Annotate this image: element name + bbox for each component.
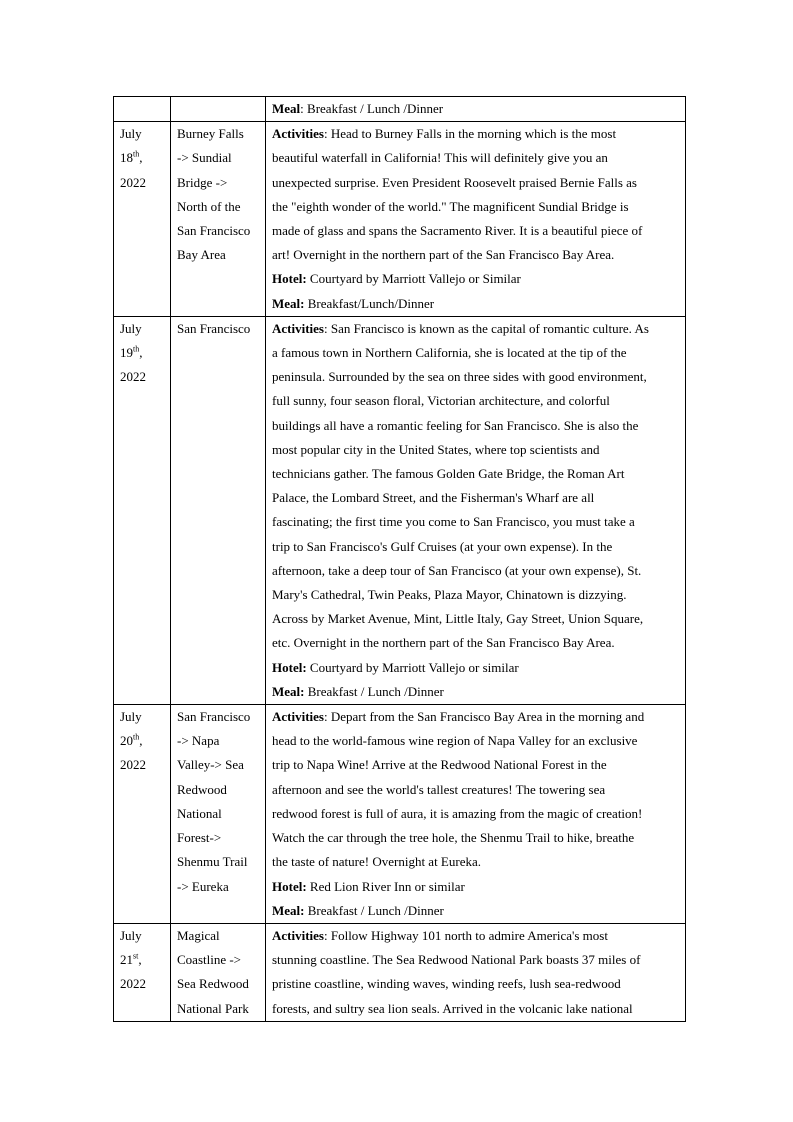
date-suffix: th xyxy=(133,344,140,354)
meal-label: Meal: xyxy=(272,295,305,311)
date-suffix: th xyxy=(133,150,140,160)
meal-label: Meal xyxy=(272,101,301,116)
details-cell xyxy=(266,923,686,1021)
route-line: San Francisco xyxy=(177,709,251,725)
date-comma: , xyxy=(139,345,143,361)
route-line: San Francisco xyxy=(177,320,251,336)
meal-separator: : xyxy=(300,101,308,116)
date-month: July xyxy=(120,709,142,725)
date-month: July xyxy=(120,320,142,336)
hotel-text: Red Lion River Inn or similar xyxy=(306,878,465,894)
activities-line: full sunny, four season floral, Victorian architecture, and colorful xyxy=(272,393,610,409)
activities-line: redwood forest is full of aura, it is amazing from the magic of creation! xyxy=(272,805,643,821)
activities-line: etc. Overnight in the northern part of the San Francisco Bay Area. xyxy=(272,635,615,651)
date-comma: , xyxy=(139,733,143,749)
route-line: North of the xyxy=(177,198,241,214)
activities-line: : San Francisco is known as the capital of romantic culture. As xyxy=(323,320,649,336)
activities-line: : Depart from the San Francisco Bay Area in the morning and xyxy=(323,709,645,725)
date-cell xyxy=(114,316,171,704)
activities-line: the taste of nature! Overnight at Eureka. xyxy=(272,854,481,870)
activities-label: Activities xyxy=(272,126,324,142)
details-cell xyxy=(266,97,686,122)
date-cell xyxy=(114,122,171,317)
activities-line: technicians gather. The famous Golden Gate Bridge, the Roman Art xyxy=(272,466,625,482)
route-line: San Francisco xyxy=(177,223,251,239)
activities-label: Activities xyxy=(272,320,324,336)
date-month: July xyxy=(120,126,142,142)
route-cell xyxy=(171,97,266,122)
date-comma: , xyxy=(138,952,142,968)
meal-label: Meal: xyxy=(272,902,305,918)
date-year: 2022 xyxy=(120,757,146,773)
details-cell xyxy=(266,705,686,924)
activities-line: beautiful waterfall in California! This will definitely give you an xyxy=(272,150,608,166)
date-day: 18 xyxy=(120,150,133,166)
activities-line: afternoon, take a deep tour of San Francisco (at your own expense), St. xyxy=(272,562,642,578)
meal-text: Breakfast/Lunch/Dinner xyxy=(304,295,435,311)
activities-line: : Head to Burney Falls in the morning which is the most xyxy=(323,126,617,142)
table-row xyxy=(114,122,686,317)
route-line: Valley-> Sea xyxy=(177,757,244,773)
date-comma: , xyxy=(139,150,143,166)
route-line: Sea Redwood xyxy=(177,976,249,992)
activities-line: peninsula. Surrounded by the sea on three sides with good environment, xyxy=(272,369,647,385)
activities-line: a famous town in Northern California, she is located at the tip of the xyxy=(272,345,627,361)
table-row xyxy=(114,923,686,1021)
route-cell xyxy=(171,923,266,1021)
hotel-text: Courtyard by Marriott Vallejo or similar xyxy=(306,659,519,675)
route-cell xyxy=(171,705,266,924)
date-day: 20 xyxy=(120,733,133,749)
activities-line: afternoon and see the world's tallest creatures! The towering sea xyxy=(272,781,606,797)
route-line: -> Napa xyxy=(177,733,220,749)
activities-line: the "eighth wonder of the world." The magnificent Sundial Bridge is xyxy=(272,198,629,214)
route-line: National Park xyxy=(177,1000,249,1016)
route-line: Burney Falls xyxy=(177,126,244,142)
route-line: Shenmu Trail xyxy=(177,854,248,870)
meal-label: Meal: xyxy=(272,683,305,699)
route-line: -> Sundial xyxy=(177,150,232,166)
hotel-label: Hotel: xyxy=(272,659,307,675)
route-line: -> Eureka xyxy=(177,878,229,894)
date-suffix: st xyxy=(133,951,139,961)
date-year: 2022 xyxy=(120,976,146,992)
meal-text: Breakfast / Lunch /Dinner xyxy=(304,683,444,699)
activities-line: art! Overnight in the northern part of the San Francisco Bay Area. xyxy=(272,247,615,263)
route-line: Forest-> xyxy=(177,830,222,846)
activities-line: most popular city in the United States, where top scientists and xyxy=(272,441,600,457)
date-month: July xyxy=(120,927,142,943)
activities-line: Palace, the Lombard Street, and the Fisherman's Wharf are all xyxy=(272,490,595,506)
table-row xyxy=(114,316,686,704)
date-day: 21 xyxy=(120,952,133,968)
details-cell xyxy=(266,122,686,317)
activities-line: head to the world-famous wine region of Napa Valley for an exclusive xyxy=(272,733,638,749)
activities-label: Activities xyxy=(272,927,324,943)
route-line: Redwood xyxy=(177,781,227,797)
date-year: 2022 xyxy=(120,369,146,385)
activities-line: trip to Napa Wine! Arrive at the Redwood National Forest in the xyxy=(272,757,607,773)
details-cell xyxy=(266,316,686,704)
activities-line: trip to San Francisco's Gulf Cruises (at your own expense). In the xyxy=(272,538,613,554)
date-day: 19 xyxy=(120,345,133,361)
meal-text: Breakfast / Lunch /Dinner xyxy=(307,101,444,116)
activities-line: Across by Market Avenue, Mint, Little Italy, Gay Street, Union Square, xyxy=(272,611,644,627)
route-line: Bay Area xyxy=(177,247,226,263)
route-line: National xyxy=(177,805,222,821)
route-cell xyxy=(171,316,266,704)
date-cell xyxy=(114,97,171,122)
activities-line: : Follow Highway 101 north to admire America's most xyxy=(323,927,608,943)
activities-line: stunning coastline. The Sea Redwood National Park boasts 37 miles of xyxy=(272,952,641,968)
hotel-text: Courtyard by Marriott Vallejo or Similar xyxy=(306,271,521,287)
itinerary-table xyxy=(113,96,686,1022)
meal-text: Breakfast / Lunch /Dinner xyxy=(304,902,444,918)
date-cell xyxy=(114,705,171,924)
route-line: Bridge -> xyxy=(177,174,228,190)
activities-line: forests, and sultry sea lion seals. Arrived in the volcanic lake national xyxy=(272,1000,633,1016)
activities-line: fascinating; the first time you come to San Francisco, you must take a xyxy=(272,514,635,530)
date-cell xyxy=(114,923,171,1021)
hotel-label: Hotel: xyxy=(272,271,307,287)
route-line: Magical xyxy=(177,927,220,943)
activities-line: made of glass and spans the Sacramento River. It is a beautiful piece of xyxy=(272,223,643,239)
date-suffix: th xyxy=(133,732,140,742)
table-row xyxy=(114,705,686,924)
activities-line: Watch the car through the tree hole, the Shenmu Trail to hike, breathe xyxy=(272,830,635,846)
hotel-label: Hotel: xyxy=(272,878,307,894)
activities-line: Mary's Cathedral, Twin Peaks, Plaza Mayor, Chinatown is dizzying. xyxy=(272,587,627,603)
table-row xyxy=(114,97,686,122)
activities-label: Activities xyxy=(272,709,324,725)
route-cell xyxy=(171,122,266,317)
activities-line: unexpected surprise. Even President Roosevelt praised Bernie Falls as xyxy=(272,174,637,190)
date-year: 2022 xyxy=(120,174,146,190)
activities-line: pristine coastline, winding waves, winding reefs, lush sea-redwood xyxy=(272,976,621,992)
route-line: Coastline -> xyxy=(177,952,242,968)
activities-line: buildings all have a romantic feeling for San Francisco. She is also the xyxy=(272,417,639,433)
